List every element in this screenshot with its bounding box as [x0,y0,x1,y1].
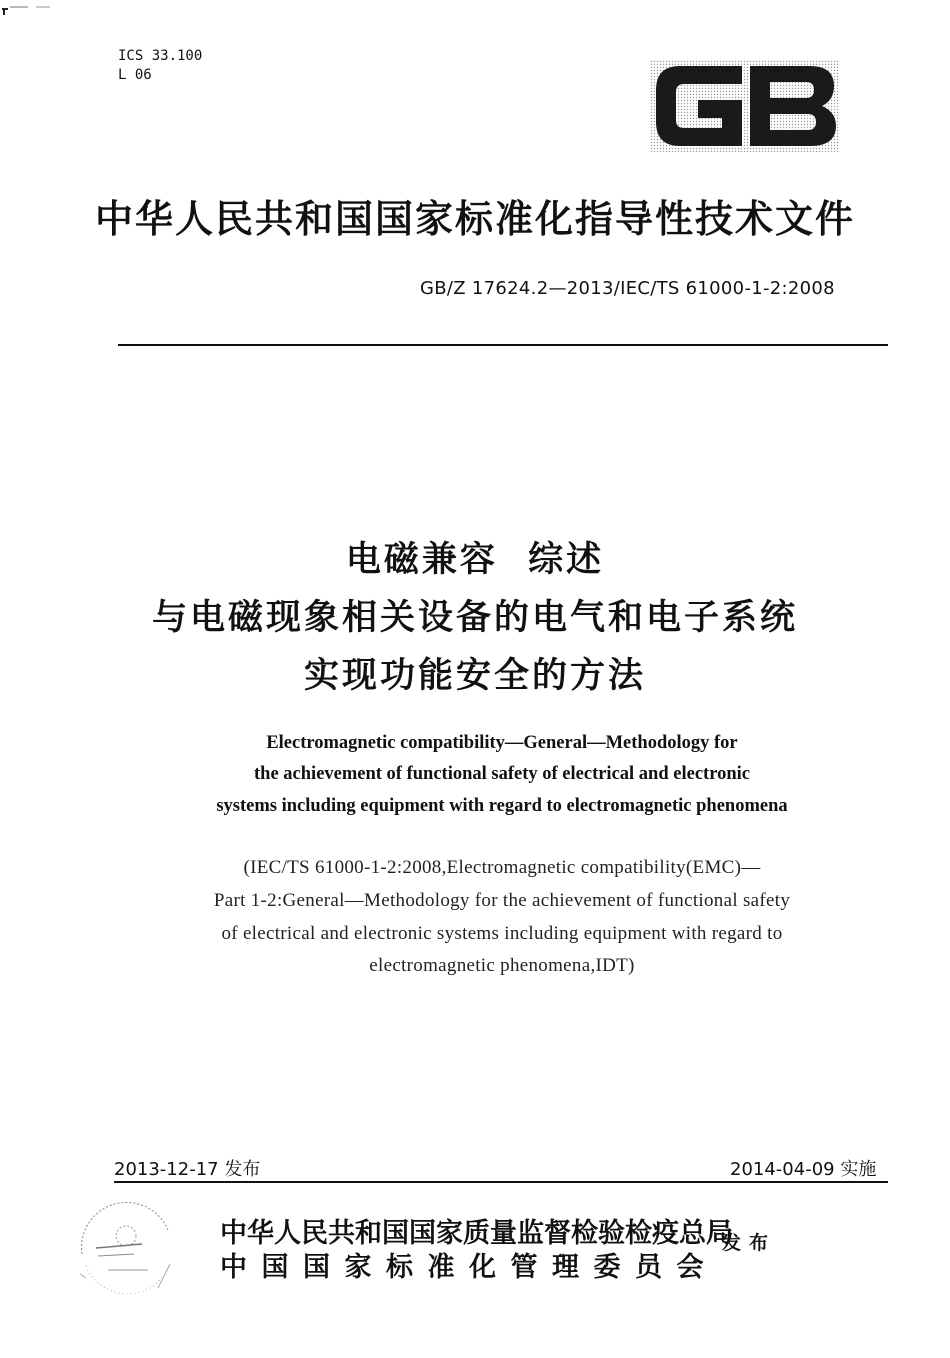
document-type: 中华人民共和国国家标准化指导性技术文件 [94,199,855,241]
implementation-date: 2014-04-09 实施 [730,1159,877,1180]
equivalence-line: of electrical and electronic systems including equipment with regard to [221,923,783,944]
title-en-line: systems including equipment with regard to electromagnetic phenomena [216,796,788,816]
classification-codes [118,47,202,85]
title-en-line: Electromagnetic compatibility—General—Methodology for [266,733,738,753]
equivalence-line: electromagnetic phenomena,IDT) [369,955,635,976]
issuer-line: 中国国家标准化管理委员会 [220,1252,718,1282]
equivalence-line: (IEC/TS 61000-1-2:2008,Electromagnetic compatibility(EMC)— [243,857,761,878]
header-rule [118,344,888,346]
title-en-line: the achievement of functional safety of electrical and electronic [254,764,750,784]
title-zh-line: 与电磁现象相关设备的电气和电子系统 [151,598,798,638]
issue-label: 发布 [722,1233,777,1254]
anti-counterfeit-stamp [72,1194,182,1294]
gb-logo [650,60,840,152]
footer-rule [114,1181,888,1183]
standard-number: GB/Z 17624.2—2013/IEC/TS 61000-1-2:2008 [420,278,835,299]
title-zh-line: 实现功能安全的方法 [303,656,646,696]
ccs-code: L 06 [118,67,152,83]
corner-mark [2,3,50,17]
issuer-line: 中华人民共和国国家质量监督检验检疫总局 [220,1218,733,1248]
title-zh-line: 电磁兼容 综述 [345,540,605,580]
equivalence-line: Part 1-2:General—Methodology for the achievement of functional safety [213,890,791,911]
issue-date: 2013-12-17 发布 [114,1159,261,1180]
ics-code: ICS 33.100 [118,48,203,64]
